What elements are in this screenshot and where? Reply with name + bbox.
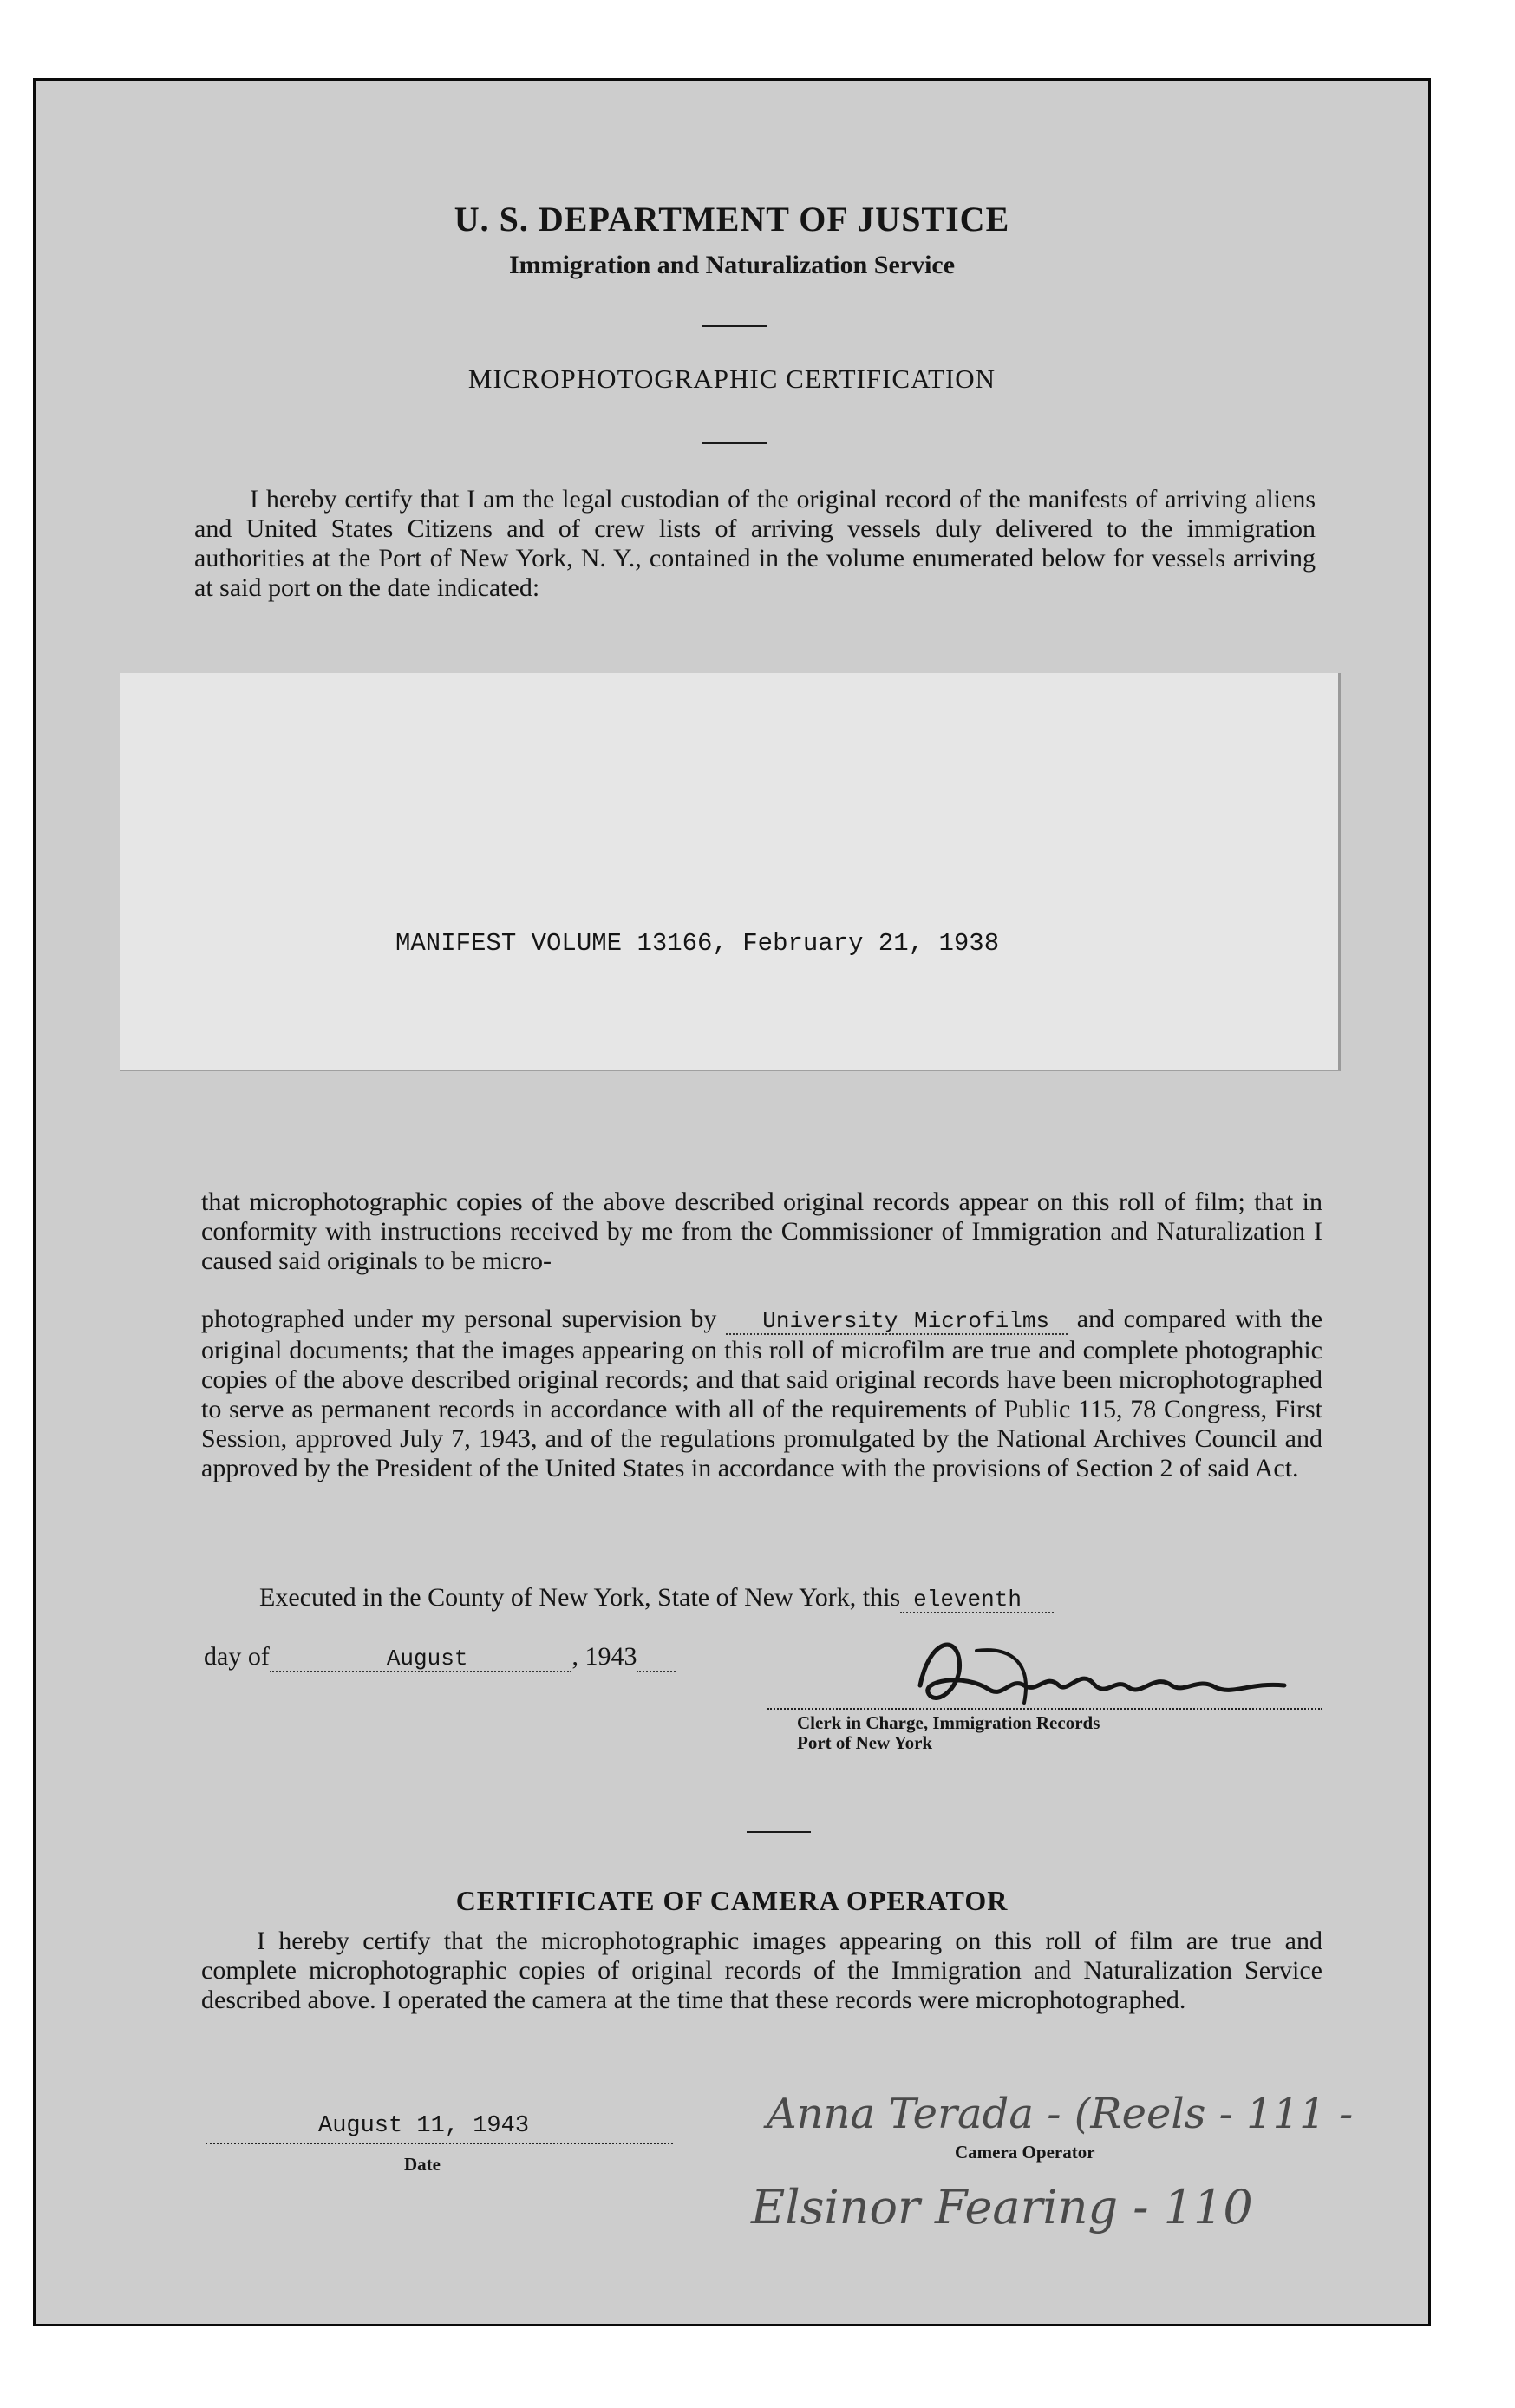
certification-body-part1: that microphotographic copies of the above described original records appear on this roll of film; that in conformity with instructions received by me from the Commissioner of Immigration and Naturalization I caused said originals to be micro- <box>201 1188 1322 1275</box>
divider <box>702 442 767 444</box>
handwritten-second-signature: Elsinor Fearing - 110 <box>751 2180 1253 2235</box>
handwritten-operator-signature: Anna Terada - (Reels - 111 - <box>767 2090 1354 2138</box>
month-value: August <box>386 1646 468 1672</box>
service-subtitle: Immigration and Naturalization Service <box>508 251 956 279</box>
supervision-prefix: photographed under my personal supervision by <box>201 1305 717 1333</box>
divider <box>747 1831 811 1833</box>
supervisor-field <box>726 1305 1068 1335</box>
divider <box>702 325 767 327</box>
camera-operator-label: Camera Operator <box>955 2142 1095 2163</box>
clerk-title-line1: Clerk in Charge, Immigration Records <box>797 1712 1100 1733</box>
certification-title: MICROPHOTOGRAPHIC CERTIFICATION <box>467 363 996 394</box>
body-continuation: and compared with the original documents; that the images appearing on this roll of microfilm are true and complete photographic copies of the above described original records; and that said original records have been microphotographed to serve as permanent records in accordance with all of the requirements of Public 115, 78 Congress, First Session, approved July 7, 1943, and of the regulations promulgated by the National Archives Council and approved by the President of the United States in accordance with the provisions of Section 2 of said Act. <box>201 1305 1323 1482</box>
execution-prefix: Executed in the County of New York, State of New York, this <box>259 1583 901 1612</box>
date-value: August 11, 1943 <box>318 2113 530 2139</box>
day-ordinal-value: eleventh <box>913 1587 1022 1613</box>
day-of-label: day of <box>204 1642 270 1671</box>
day-ordinal-field <box>900 1583 1054 1613</box>
clerk-title-line2: Port of New York <box>797 1732 933 1753</box>
clerk-title <box>797 1713 1100 1753</box>
year-dots <box>637 1642 676 1672</box>
date-line <box>206 2143 673 2144</box>
department-title: U. S. DEPARTMENT OF JUSTICE <box>454 200 1010 239</box>
intro-paragraph: I hereby certify that I am the legal custodian of the original record of the manifests of arriving aliens and United States Citizens and of crew lists of arriving vessels duly delivered to the immigration authorities at the Port of New York, N. Y., contained in the volume enumerated below for vessels arriving at said port on the date indicated: <box>194 485 1316 602</box>
supervisor-value: University Microfilms <box>762 1308 1050 1334</box>
execution-line <box>259 1583 1054 1613</box>
month-field <box>270 1642 572 1672</box>
clerk-signature-line <box>767 1708 1322 1710</box>
manifest-volume-text: MANIFEST VOLUME 13166, February 21, 1938 <box>395 929 1000 958</box>
camera-operator-paragraph: I hereby certify that the microphotographic images appearing on this roll of film are true and complete microphotographic copies of original records of the Immigration and Naturalization Service described above. I operated the camera at the time that these records were microphotographed. <box>201 1927 1322 2014</box>
camera-operator-title: CERTIFICATE OF CAMERA OPERATOR <box>455 1885 1009 1916</box>
year-label: , 1943 <box>571 1642 637 1671</box>
certification-body-part2 <box>201 1305 1322 1483</box>
date-label: Date <box>404 2154 441 2175</box>
certificate-sheet <box>33 78 1431 2326</box>
day-of-line <box>204 1642 676 1672</box>
manifest-volume-card <box>120 673 1341 1071</box>
clerk-signature <box>894 1625 1310 1720</box>
